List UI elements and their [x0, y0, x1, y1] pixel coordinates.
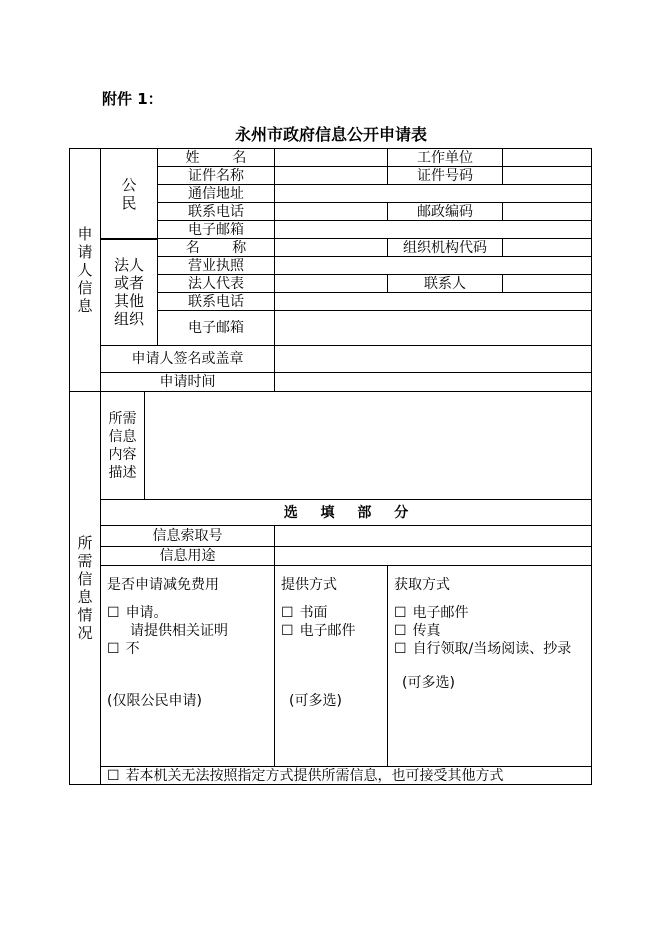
- org-phone-field[interactable]: [274, 292, 592, 311]
- signature-label: 申请人签名或盖章: [100, 345, 275, 373]
- delivery-title: 提供方式: [281, 577, 337, 593]
- purpose-field[interactable]: [274, 546, 592, 566]
- checkbox-icon[interactable]: ☐: [107, 641, 120, 657]
- group-char: 或者: [113, 274, 144, 292]
- option-label: 电子邮件: [299, 623, 356, 639]
- applicant-section-label: [69, 148, 101, 392]
- employer-field[interactable]: [502, 148, 592, 167]
- delivery-cell: [274, 565, 388, 767]
- org-name-field[interactable]: [274, 238, 388, 257]
- org-phone-label: 联系电话: [157, 292, 275, 311]
- obtain-title: 获取方式: [394, 577, 450, 593]
- fee-no-label: 不: [125, 641, 140, 657]
- license-field[interactable]: [274, 256, 592, 275]
- application-form-table: [70, 149, 592, 786]
- id-type-field[interactable]: [274, 166, 388, 185]
- delivery-option-email[interactable]: [281, 622, 381, 640]
- fee-yes-note: 请提供相关证明: [130, 623, 228, 639]
- section-char: 息: [77, 588, 93, 606]
- checkbox-icon[interactable]: ☐: [107, 605, 120, 621]
- postcode-label: 邮政编码: [387, 202, 503, 221]
- section-char: 所: [77, 534, 93, 552]
- alternative-method-row[interactable]: [100, 766, 592, 785]
- checkbox-icon[interactable]: ☐: [107, 767, 120, 784]
- obtain-option-fax[interactable]: [394, 622, 585, 640]
- date-label: 申请时间: [100, 372, 275, 392]
- option-label: 电子邮件: [412, 605, 469, 621]
- index-no-field[interactable]: [274, 525, 592, 547]
- section-char: 申: [77, 225, 93, 243]
- label-line: 内容: [108, 446, 137, 463]
- delivery-note: (可多选): [289, 693, 342, 709]
- option-label: 传真: [412, 623, 441, 639]
- fee-waiver-title: 是否申请减免费用: [107, 577, 219, 593]
- section-char: 请: [77, 243, 93, 261]
- description-field[interactable]: [144, 391, 592, 500]
- option-label: 自行领取/当场阅读、抄录: [412, 641, 572, 657]
- checkbox-icon[interactable]: ☐: [394, 641, 407, 657]
- checkbox-icon[interactable]: ☐: [394, 605, 407, 621]
- group-char: 法人: [113, 256, 144, 274]
- employer-label: 工作单位: [387, 148, 503, 167]
- section-char: 信: [77, 279, 93, 297]
- section-char: 需: [77, 552, 93, 570]
- form-title: 永州市政府信息公开申请表: [234, 125, 427, 144]
- phone-field[interactable]: [274, 202, 388, 221]
- section-char: 信: [77, 570, 93, 588]
- label-line: 信息: [108, 428, 137, 445]
- address-label: 通信地址: [157, 184, 275, 203]
- license-label: 营业执照: [157, 256, 275, 275]
- contact-label: 联系人: [387, 274, 503, 293]
- section-char: 况: [77, 624, 93, 642]
- email-label: 电子邮箱: [157, 220, 275, 239]
- org-email-field[interactable]: [274, 310, 592, 346]
- label-line: 所需: [108, 410, 137, 427]
- fee-yes-label: 申请。: [125, 605, 168, 621]
- org-code-label: 组织机构代码: [387, 238, 503, 257]
- group-char: 民: [121, 194, 137, 212]
- group-char: 公: [121, 176, 137, 194]
- postcode-field[interactable]: [502, 202, 592, 221]
- org-email-label: 电子邮箱: [157, 310, 275, 346]
- checkbox-icon[interactable]: ☐: [394, 623, 407, 639]
- fee-yes-option[interactable]: [107, 604, 268, 622]
- label-line: 描述: [108, 464, 137, 481]
- obtain-note: (可多选): [402, 675, 455, 691]
- date-field[interactable]: [274, 372, 592, 392]
- obtain-option-email[interactable]: [394, 604, 585, 622]
- section-char: 人: [77, 261, 93, 279]
- name-label: 姓 名: [157, 148, 275, 167]
- index-no-label: 信息索取号: [100, 525, 275, 547]
- id-number-field[interactable]: [502, 166, 592, 185]
- id-number-label: 证件号码: [387, 166, 503, 185]
- optional-section-heading: 选 填 部 分: [100, 499, 592, 526]
- checkbox-icon[interactable]: ☐: [281, 623, 294, 639]
- fee-waiver-note: (仅限公民申请): [107, 693, 202, 709]
- fee-waiver-cell: [100, 565, 275, 767]
- delivery-option-paper[interactable]: [281, 604, 381, 622]
- section-char: 情: [77, 606, 93, 624]
- group-char: 组织: [113, 310, 144, 328]
- option-label: 书面: [299, 605, 328, 621]
- alternative-method-label: 若本机关无法按照指定方式提供所需信息，也可接受其他方式: [125, 767, 504, 784]
- id-type-label: 证件名称: [157, 166, 275, 185]
- description-label: [100, 391, 145, 500]
- org-code-field[interactable]: [502, 238, 592, 257]
- org-name-label: 名 称: [157, 238, 275, 257]
- name-field[interactable]: [274, 148, 388, 167]
- address-field[interactable]: [274, 184, 592, 203]
- attachment-label: 附件 1：: [102, 90, 163, 108]
- legal-rep-label: 法人代表: [157, 274, 275, 293]
- fee-no-option[interactable]: [107, 640, 268, 658]
- obtain-option-pickup[interactable]: [394, 640, 585, 658]
- request-section-label: [69, 391, 101, 785]
- contact-field[interactable]: [502, 274, 592, 293]
- email-field[interactable]: [274, 220, 592, 239]
- citizen-group-label: [100, 148, 158, 240]
- purpose-label: 信息用途: [100, 546, 275, 566]
- org-group-label: [100, 238, 158, 346]
- group-char: 其他: [113, 292, 144, 310]
- phone-label: 联系电话: [157, 202, 275, 221]
- legal-rep-field[interactable]: [274, 274, 388, 293]
- checkbox-icon[interactable]: ☐: [281, 605, 294, 621]
- signature-field[interactable]: [274, 345, 592, 373]
- section-char: 息: [77, 297, 93, 315]
- obtain-cell: [387, 565, 592, 767]
